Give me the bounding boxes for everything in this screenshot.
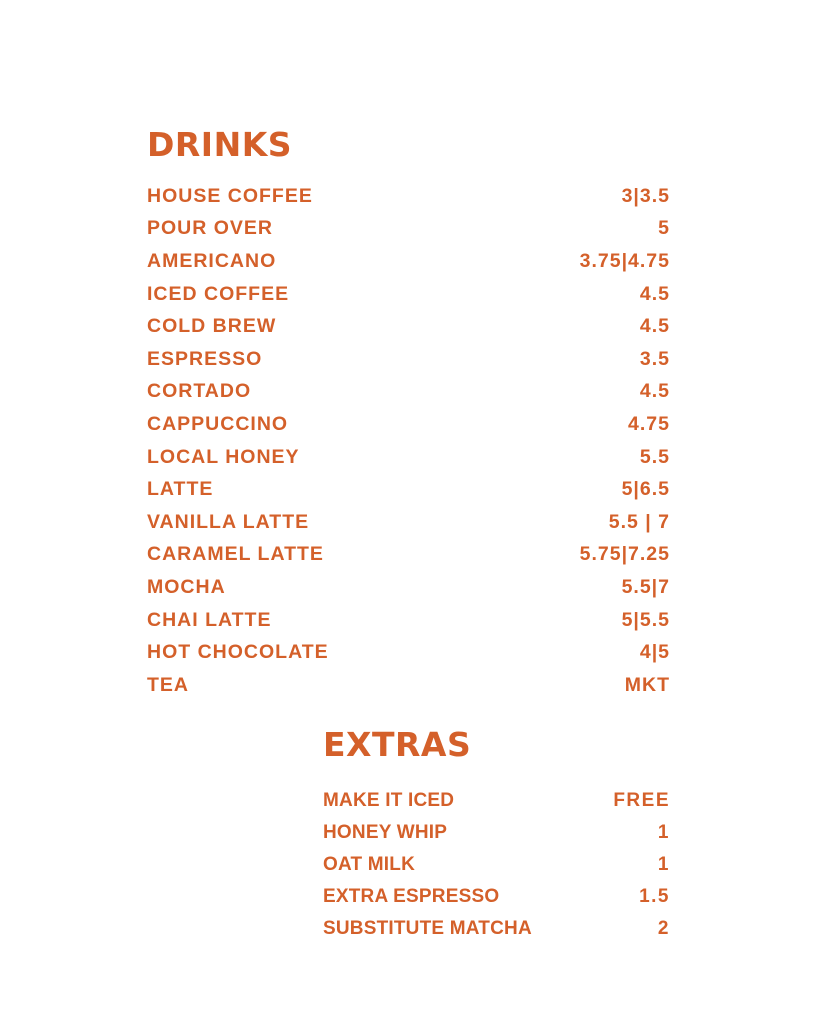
item-price: 4.5: [639, 282, 670, 305]
drinks-heading: DRINKS: [147, 125, 293, 164]
item-name: EXTRA ESPRESSO: [323, 886, 500, 907]
item-name: SUBSTITUTE MATCHA: [323, 918, 532, 939]
menu-item-tea: [147, 669, 670, 702]
extra-item-honey-whip: [323, 817, 670, 849]
item-name: COLD BREW: [147, 315, 277, 338]
item-name: MAKE IT ICED: [323, 790, 455, 811]
item-name: VANILLA LATTE: [147, 510, 310, 533]
item-price: 4.5: [639, 380, 670, 403]
item-name: CARAMEL LATTE: [147, 543, 324, 566]
item-name: LOCAL HONEY: [147, 445, 300, 468]
item-price: FREE: [613, 790, 670, 811]
menu-item-espresso: [147, 343, 670, 376]
item-price: 5.5 | 7: [608, 510, 670, 533]
item-name: POUR OVER: [147, 217, 274, 240]
item-price: 5: [658, 217, 670, 240]
extras-list: [323, 785, 670, 945]
item-price: 4.75: [628, 412, 670, 435]
item-price: 1: [657, 822, 670, 843]
menu-item-hot-chocolate: [147, 636, 670, 669]
item-name: OAT MILK: [323, 854, 416, 875]
menu-item-chai-latte: [147, 604, 670, 637]
item-name: TEA: [147, 673, 189, 696]
item-name: CAPPUCCINO: [147, 412, 289, 435]
item-price: MKT: [624, 673, 670, 696]
item-name: HOUSE COFFEE: [147, 184, 313, 207]
item-name: ICED COFFEE: [147, 282, 290, 305]
item-name: CHAI LATTE: [147, 608, 272, 631]
item-name: CORTADO: [147, 380, 252, 403]
item-name: ESPRESSO: [147, 347, 263, 370]
menu-item-caramel-latte: [147, 539, 670, 572]
extras-heading: EXTRAS: [323, 725, 472, 764]
extra-item-make-it-iced: [323, 785, 670, 817]
item-price: 5.75|7.25: [579, 543, 670, 566]
menu-item-mocha: [147, 571, 670, 604]
item-name: LATTE: [147, 478, 214, 501]
menu-item-cortado: [147, 376, 670, 409]
item-price: 5|5.5: [621, 608, 670, 631]
item-price: 1: [657, 854, 670, 875]
item-price: 1.5: [639, 886, 670, 907]
item-price: 5|6.5: [621, 478, 670, 501]
item-price: 2: [657, 918, 670, 939]
item-price: 3.5: [639, 347, 670, 370]
extra-item-substitute-matcha: [323, 913, 670, 945]
menu-item-pour-over: [147, 213, 670, 246]
item-name: AMERICANO: [147, 249, 277, 272]
item-price: 3.75|4.75: [579, 249, 670, 272]
item-price: 4|5: [639, 641, 670, 664]
item-name: MOCHA: [147, 575, 226, 598]
menu-item-cold-brew: [147, 310, 670, 343]
menu-item-local-honey: [147, 441, 670, 474]
menu-item-americano: [147, 245, 670, 278]
extra-item-oat-milk: [323, 849, 670, 881]
item-name: HOT CHOCOLATE: [147, 641, 329, 664]
item-price: 5.5|7: [621, 575, 670, 598]
item-price: 3|3.5: [621, 184, 670, 207]
item-price: 5.5: [639, 445, 670, 468]
menu-item-vanilla-latte: [147, 506, 670, 539]
menu-item-latte: [147, 473, 670, 506]
menu-item-iced-coffee: [147, 278, 670, 311]
extra-item-extra-espresso: [323, 881, 670, 913]
item-name: HONEY WHIP: [323, 822, 448, 843]
drinks-list: [147, 180, 670, 702]
menu-item-house-coffee: [147, 180, 670, 213]
menu-item-cappuccino: [147, 408, 670, 441]
item-price: 4.5: [639, 315, 670, 338]
